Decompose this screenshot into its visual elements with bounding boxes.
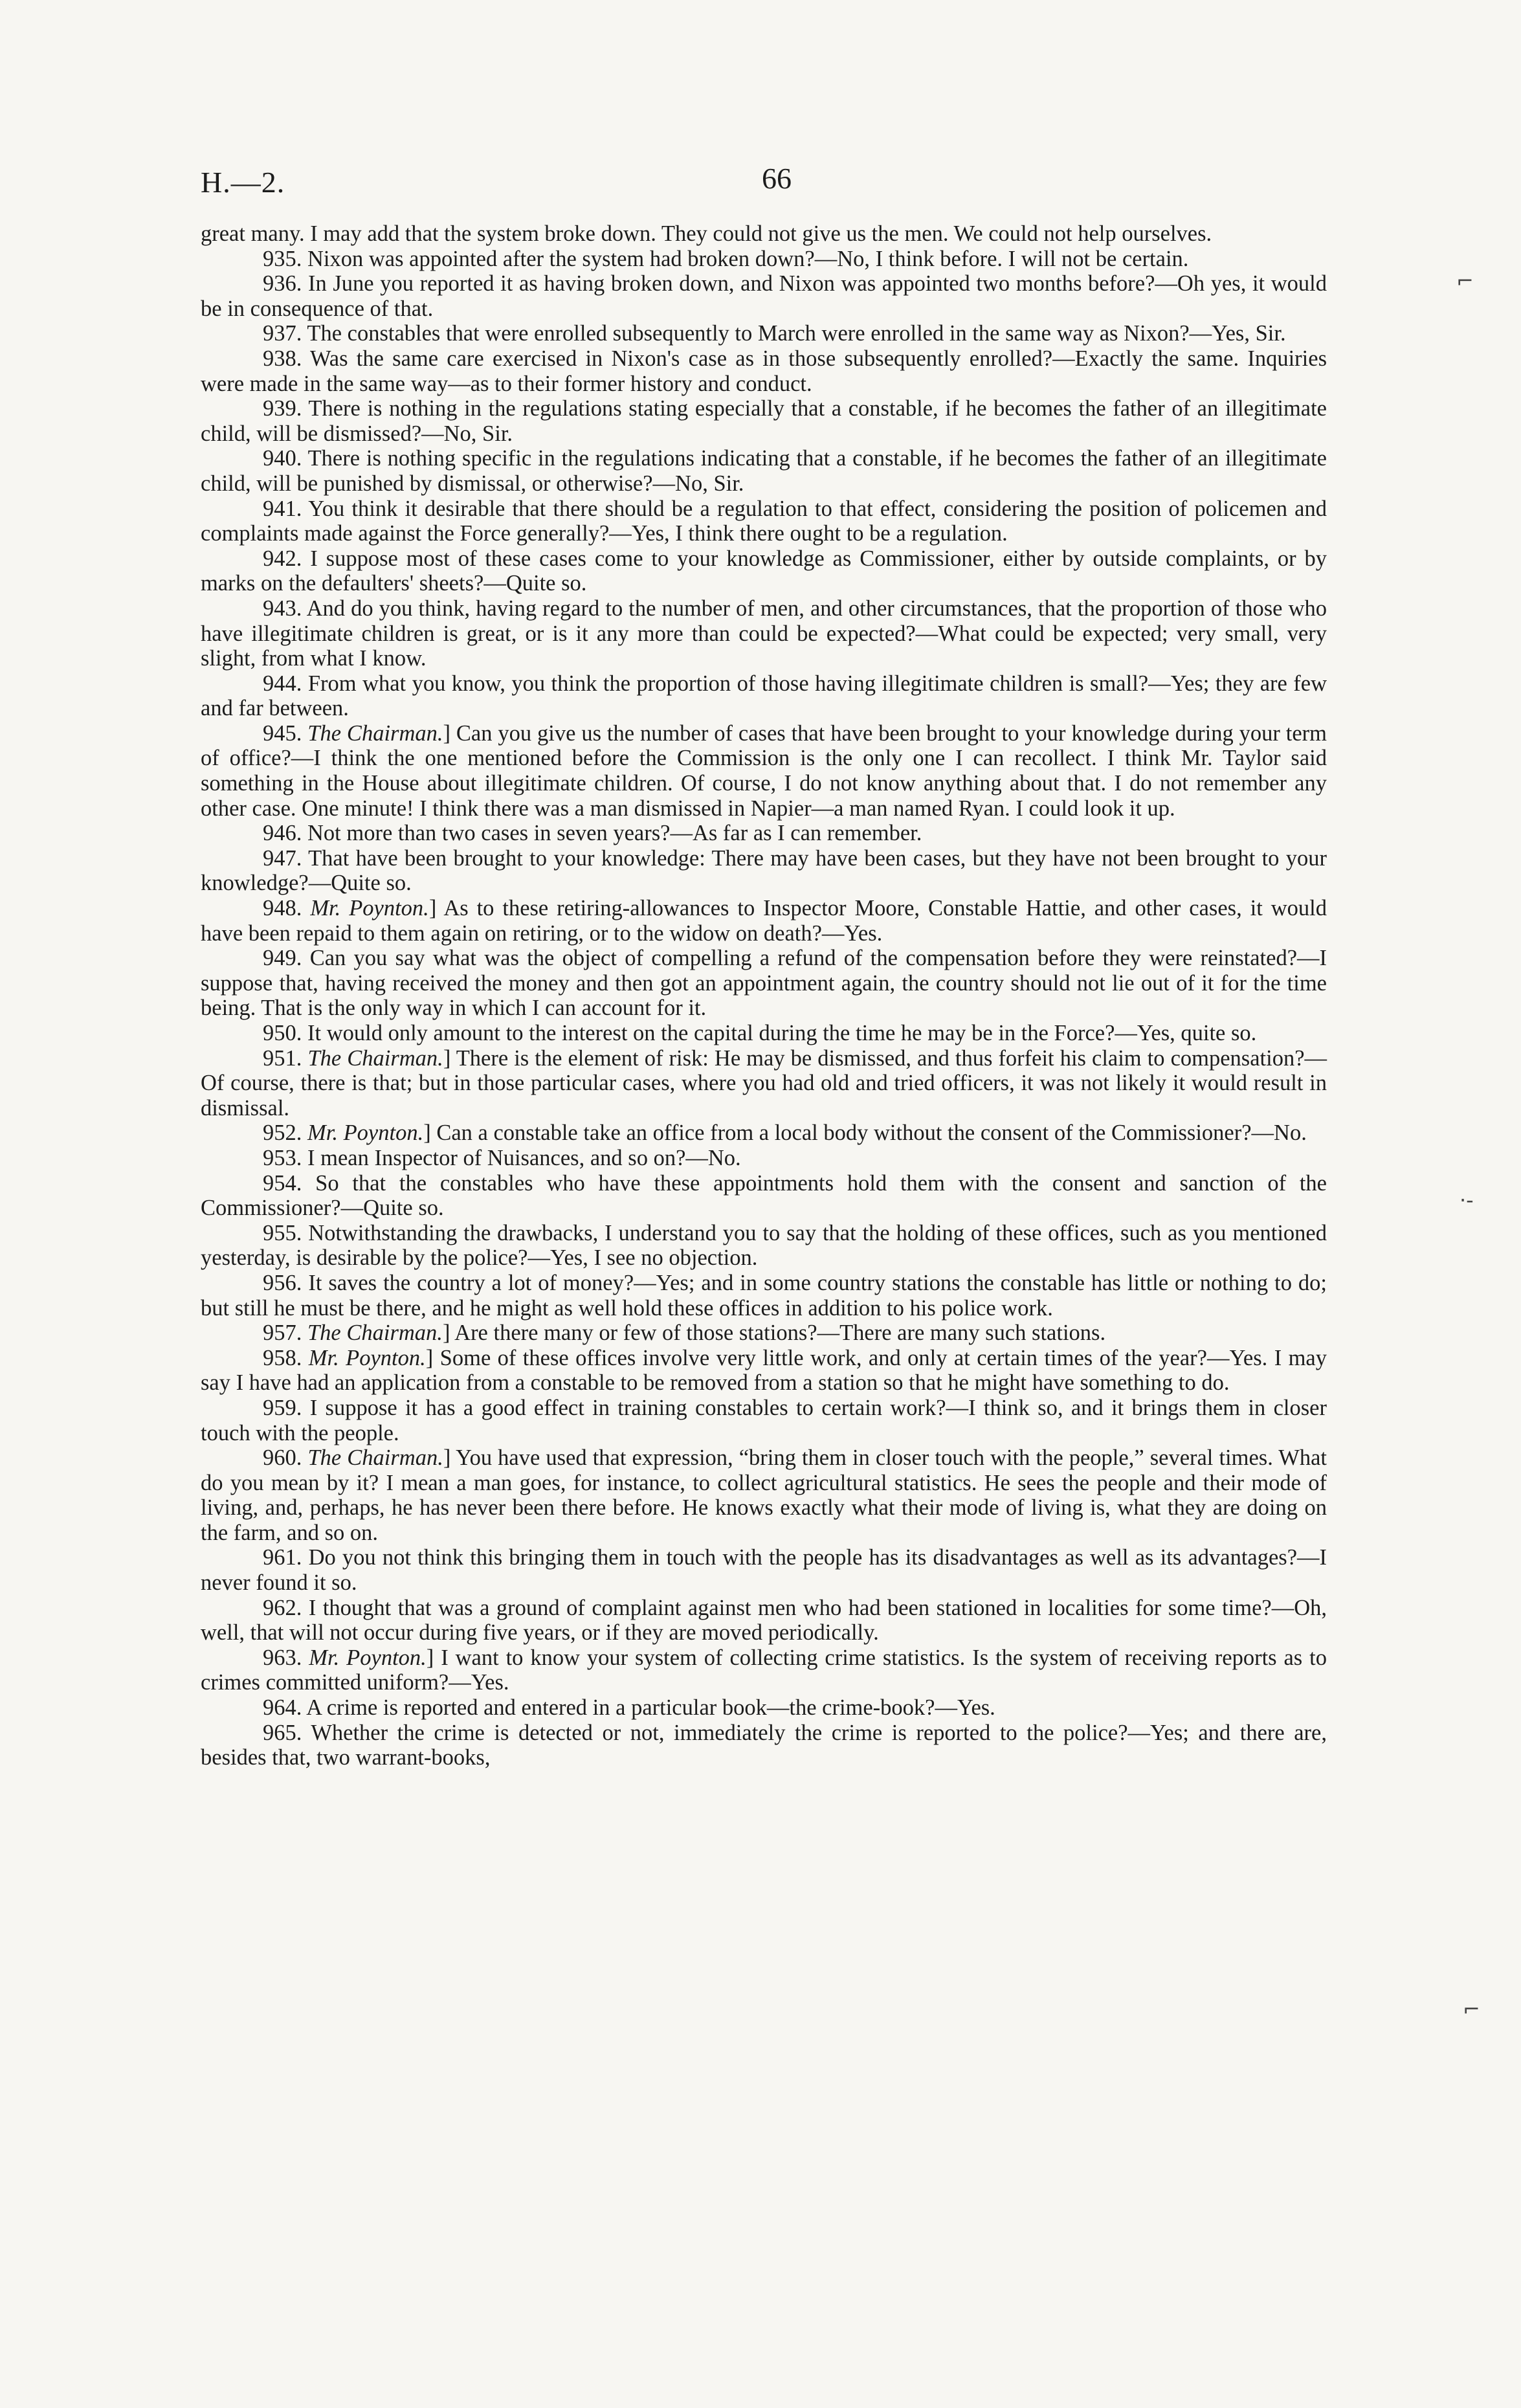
- paragraph-text: You think it desirable that there should be a regulation to that effect, considering the position of policemen and complaints made against the Force generally?—Yes, I think there ought to be a regulation.: [201, 496, 1327, 546]
- evidence-paragraph: [201, 546, 1327, 596]
- paragraph-text: As to these retiring-allowances to Inspector Moore, Constable Hattie, and other cases, it would have been repaid to them again on retiring, or to the widow on death?—Yes.: [201, 896, 1327, 946]
- evidence-paragraph: 951. The Chairman.] There is the element of risk: He may be dismissed, and thus forfeit his claim to compensation?—Of course, there is that; but in those particular cases, where you had old and tried officers, it was not likely it would result in dismissal.: [201, 1045, 1327, 1120]
- paragraph-text: Not more than two cases in seven years?—As far as I can remember.: [307, 821, 922, 846]
- evidence-paragraph: [201, 496, 1327, 546]
- question-number: 941.: [263, 496, 302, 521]
- question-number: 939.: [263, 396, 302, 421]
- question-number: 954.: [263, 1170, 302, 1196]
- evidence-paragraph: 952. Mr. Poynton.] Can a constable take an office from a local body without the consent of the Commissioner?—No.: [263, 1120, 1307, 1146]
- question-number: 951.: [263, 1045, 302, 1071]
- question-number: 959.: [263, 1395, 302, 1420]
- speaker-name: The Chairman.: [307, 1321, 443, 1346]
- paragraph-text: Was the same care exercised in Nixon's case as in those subsequently enrolled?—Exactly the same. Inquiries were made in the same way—as to their former history and conduct.: [201, 346, 1327, 396]
- paragraph-text: great many. I may add that the system broke down. They could not give us the men. We could not help ourselves.: [201, 221, 1212, 246]
- question-number: 940.: [263, 446, 302, 471]
- speaker-name: The Chairman.: [307, 720, 443, 746]
- question-number: 962.: [263, 1595, 302, 1620]
- paragraph-text: There is nothing specific in the regulations indicating that a constable, if he becomes the father of an illegitimate child, will be punished by dismissal, or otherwise?—No, Sir.: [201, 446, 1327, 496]
- question-number: 948.: [263, 896, 302, 921]
- paragraph-text: Do you not think this bringing them in touch with the people has its disadvantages as well as its advantages?—I never found it so.: [201, 1545, 1327, 1596]
- evidence-paragraph: 948. Mr. Poynton.] As to these retiring-allowances to Inspector Moore, Constable Hattie, and other cases, it would have been repaid to them again on retiring, or to the widow on death?—Yes.: [201, 896, 1327, 946]
- paragraph-text: I want to know your system of collecting crime statistics. Is the system of receiving reports as to crimes committed uniform?—Yes.: [201, 1645, 1327, 1695]
- question-number: 960.: [263, 1445, 302, 1471]
- question-number: 950.: [263, 1021, 302, 1045]
- question-number: 956.: [263, 1270, 302, 1295]
- paragraph-text: Whether the crime is detected or not, immediately the crime is reported to the police?—Yes; and there are, besides that, two warrant-books,: [201, 1720, 1327, 1770]
- question-number: 952.: [263, 1120, 302, 1146]
- question-number: 963.: [263, 1645, 302, 1670]
- evidence-paragraph: [201, 946, 1327, 1021]
- evidence-paragraph: [201, 321, 1327, 346]
- evidence-paragraph: [201, 1721, 1327, 1770]
- question-number: 958.: [263, 1345, 302, 1370]
- speaker-name: Mr. Poynton.: [309, 1645, 427, 1670]
- paragraph-text: I suppose most of these cases come to your knowledge as Commissioner, either by outside complaints, or by marks on the defaulters' sheets?—Quite so.: [201, 546, 1327, 596]
- evidence-paragraph: [201, 1545, 1327, 1595]
- question-number: 961.: [263, 1545, 302, 1570]
- evidence-text: [201, 221, 1327, 1770]
- paragraph-text: You have used that expression, “bring them in closer touch with the people,” several times. What do you mean by it? I mean a man goes, for instance, to collect agricultural statistics. He sees the people and their mode of living, and, perhaps, he has never been there before. He knows exactly what their mode of living is, what they are doing on the farm, and so on.: [201, 1445, 1327, 1545]
- evidence-paragraph: [201, 221, 1327, 247]
- evidence-paragraph: [201, 271, 1327, 321]
- paragraph-text: There is the element of risk: He may be dismissed, and thus forfeit his claim to compensation?—Of course, there is that; but in those particular cases, where you had old and tried officers, it was not likely it would result in dismissal.: [201, 1045, 1327, 1120]
- evidence-paragraph: [201, 1221, 1327, 1271]
- question-number: 943.: [263, 596, 302, 621]
- paragraph-text: Some of these offices involve very little work, and only at certain times of the year?—Yes. I may say I have had an application from a constable to be removed from a station so that he might have something to do.: [201, 1345, 1327, 1396]
- paragraph-text: I mean Inspector of Nuisances, and so on?—No.: [307, 1145, 741, 1170]
- evidence-paragraph: 945. The Chairman.] Can you give us the number of cases that have been brought to your knowledge during your term of office?—I think the one mentioned before the Commission is the only one I can recollect. I think Mr. Taylor said something in the House about illegitimate children. Of course, I do not know anything about that. I do not remember any other case. One minute! I think there was a man dismissed in Napier—a man named Ryan. I could look it up.: [201, 720, 1327, 821]
- evidence-paragraph: [201, 1596, 1327, 1645]
- question-number: 946.: [263, 821, 302, 846]
- margin-mark: ⌐: [1463, 1997, 1480, 2022]
- paragraph-text: Notwithstanding the drawbacks, I understand you to say that the holding of these offices, such as you mentioned yesterday, is desirable by the police?—Yes, I see no objection.: [201, 1220, 1327, 1271]
- evidence-paragraph: [201, 596, 1327, 671]
- question-number: 965.: [263, 1720, 302, 1745]
- evidence-paragraph: [201, 1146, 1327, 1171]
- evidence-paragraph: [201, 1695, 1327, 1721]
- evidence-paragraph: 963. Mr. Poynton.] I want to know your system of collecting crime statistics. Is the system of receiving reports as to crimes committed uniform?—Yes.: [201, 1645, 1327, 1695]
- question-number: 942.: [263, 546, 302, 571]
- question-number: 935.: [263, 246, 302, 271]
- paragraph-text: Can you give us the number of cases that have been brought to your knowledge during your term of office?—I think the one mentioned before the Commission is the only one I can recollect. I think Mr. Taylor said something in the House about illegitimate children. Of course, I do not know anything about that. I do not remember any other case. One minute! I think there was a man dismissed in Napier—a man named Ryan. I could look it up.: [201, 720, 1327, 821]
- evidence-paragraph: [201, 1171, 1327, 1221]
- evidence-paragraph: [201, 346, 1327, 396]
- evidence-paragraph: [201, 846, 1327, 896]
- evidence-paragraph: [201, 396, 1327, 446]
- page-header: [201, 162, 1327, 210]
- evidence-paragraph: 958. Mr. Poynton.] Some of these offices involve very little work, and only at certain times of the year?—Yes. I may say I have had an application from a constable to be removed from a station so that he might have something to do.: [201, 1345, 1327, 1396]
- paragraph-text: It saves the country a lot of money?—Yes; and in some country stations the constable has little or nothing to do; but still he must be there, and he might as well hold these offices in addition to his police work.: [201, 1270, 1327, 1321]
- question-number: 957.: [263, 1321, 302, 1346]
- speaker-name: Mr. Poynton.: [310, 896, 429, 921]
- question-number: 964.: [263, 1695, 302, 1721]
- paragraph-text: From what you know, you think the proportion of those having illegitimate children is small?—Yes; they are few and far between.: [201, 671, 1327, 721]
- evidence-paragraph: [201, 1021, 1327, 1046]
- evidence-paragraph: [201, 1396, 1327, 1445]
- evidence-paragraph: [201, 247, 1327, 272]
- question-number: 938.: [263, 346, 302, 371]
- margin-mark: ⌐: [1456, 269, 1474, 293]
- evidence-paragraph: 960. The Chairman.] You have used that expression, “bring them in closer touch with the people,” several times. What do you mean by it? I mean a man goes, for instance, to collect agricultural statistics. He sees the people and their mode of living, and, perhaps, he has never been there before. He knows exactly what their mode of living is, what they are doing on the farm, and so on.: [201, 1445, 1327, 1545]
- paragraph-text: And do you think, having regard to the number of men, and other circumstances, that the proportion of those who have illegitimate children is great, or is it any more than could be expected?—What could be expected; very small, very slight, from what I know.: [201, 596, 1327, 671]
- evidence-paragraph: [201, 446, 1327, 496]
- margin-mark: ·‐: [1460, 1188, 1474, 1212]
- speaker-name: The Chairman.: [307, 1045, 443, 1071]
- paragraph-text: Nixon was appointed after the system had broken down?—No, I think before. I will not be certain.: [307, 246, 1189, 271]
- page-number: 66: [762, 162, 792, 195]
- question-number: 944.: [263, 671, 302, 696]
- question-number: 953.: [263, 1145, 302, 1170]
- speaker-name: Mr. Poynton.: [308, 1345, 426, 1370]
- paragraph-text: A crime is reported and entered in a particular book—the crime-book?—Yes.: [306, 1695, 995, 1721]
- paragraph-text: Are there many or few of those stations?—There are many such stations.: [454, 1321, 1106, 1346]
- paragraph-text: In June you reported it as having broken down, and Nixon was appointed two months before?—Oh yes, it would be in consequence of that.: [201, 271, 1327, 321]
- paragraph-text: I suppose it has a good effect in training constables to certain work?—I think so, and it brings them in closer touch with the people.: [201, 1395, 1327, 1445]
- evidence-paragraph: [201, 821, 1327, 846]
- evidence-paragraph: 957. The Chairman.] Are there many or few of those stations?—There are many such stations.: [263, 1321, 1106, 1346]
- paragraph-text: It would only amount to the interest on the capital during the time he may be in the Force?—Yes, quite so.: [307, 1021, 1257, 1045]
- question-number: 936.: [263, 271, 302, 296]
- paragraph-text: There is nothing in the regulations stating especially that a constable, if he becomes the father of an illegitimate child, will be dismissed?—No, Sir.: [201, 396, 1327, 446]
- paragraph-text: The constables that were enrolled subsequently to March were enrolled in the same way as Nixon?—Yes, Sir.: [307, 321, 1286, 346]
- question-number: 955.: [263, 1220, 302, 1245]
- paragraph-text: So that the constables who have these appointments hold them with the consent and sanction of the Commissioner?—Quite so.: [201, 1170, 1327, 1221]
- question-number: 937.: [263, 321, 302, 346]
- document-reference: H.—2.: [201, 166, 285, 199]
- paragraph-text: Can a constable take an office from a local body without the consent of the Commissioner?—No.: [436, 1120, 1307, 1146]
- evidence-paragraph: [201, 671, 1327, 721]
- paragraph-text: I thought that was a ground of complaint against men who had been stationed in localities for some time?—Oh, well, that will not occur during five years, or if they are moved periodically.: [201, 1595, 1327, 1645]
- speaker-name: The Chairman.: [307, 1445, 443, 1471]
- question-number: 947.: [263, 845, 302, 871]
- question-number: 945.: [263, 720, 302, 746]
- question-number: 949.: [263, 946, 302, 971]
- evidence-paragraph: [201, 1271, 1327, 1321]
- paragraph-text: That have been brought to your knowledge: There may have been cases, but they have not been brought to your knowledge?—Quite so.: [201, 845, 1327, 896]
- speaker-name: Mr. Poynton.: [307, 1120, 424, 1146]
- paragraph-text: Can you say what was the object of compelling a refund of the compensation before they were reinstated?—I suppose that, having received the money and then got an appointment again, the country should not lie out of it for the time being. That is the only way in which I can account for it.: [201, 946, 1327, 1021]
